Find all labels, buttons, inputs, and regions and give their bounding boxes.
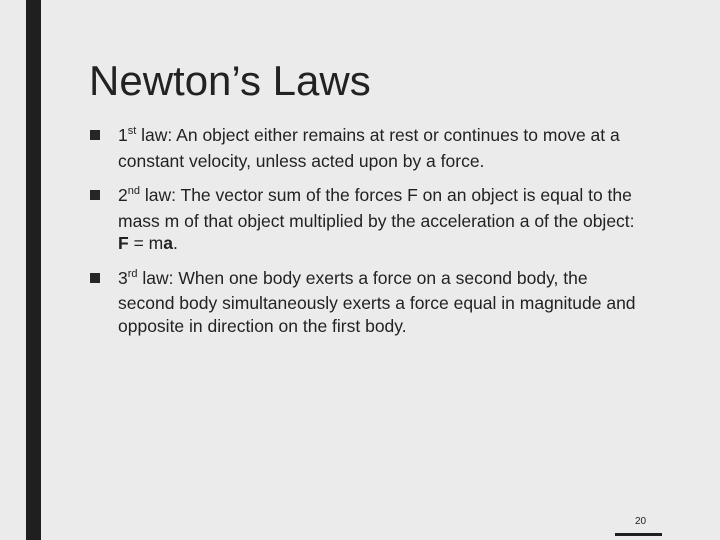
bullet-text: law: When one body exerts a force on a second body, the second body simultaneously exerts a force equal in magnitude and opposite in direction on the first body. bbox=[118, 267, 636, 336]
ordinal-suffix: nd bbox=[127, 185, 140, 197]
page-number: 20 bbox=[635, 516, 647, 527]
square-bullet-icon bbox=[90, 273, 100, 283]
formula-acceleration: a bbox=[163, 233, 173, 253]
ordinal-suffix: rd bbox=[127, 267, 138, 280]
bullet-text-end: . bbox=[172, 233, 178, 253]
bullet-text: law: An object either remains at rest or continues to move at a constant velocity, unless acted upon by a force. bbox=[118, 125, 620, 171]
formula-equals-mass: = m bbox=[128, 233, 164, 253]
bullet-third-law bbox=[88, 267, 648, 338]
left-accent-bar bbox=[26, 0, 41, 540]
square-bullet-icon bbox=[90, 130, 100, 140]
ordinal-number: 3 bbox=[118, 267, 128, 288]
ordinal-number: 1 bbox=[118, 125, 128, 145]
slide-title: Newton’s Laws bbox=[89, 57, 371, 104]
bullet-first-law bbox=[88, 124, 648, 172]
ordinal-suffix: st bbox=[127, 125, 137, 137]
ordinal-number: 2 bbox=[118, 185, 128, 205]
square-bullet-icon bbox=[90, 190, 100, 200]
bullet-list bbox=[88, 124, 648, 349]
bullet-second-law bbox=[88, 184, 648, 255]
bullet-text: law: The vector sum of the forces F on an object is equal to the mass m of that object multiplied by the acceleration a of the object: bbox=[118, 185, 635, 231]
page-number-underline bbox=[615, 533, 662, 536]
formula-force: F bbox=[118, 233, 129, 253]
